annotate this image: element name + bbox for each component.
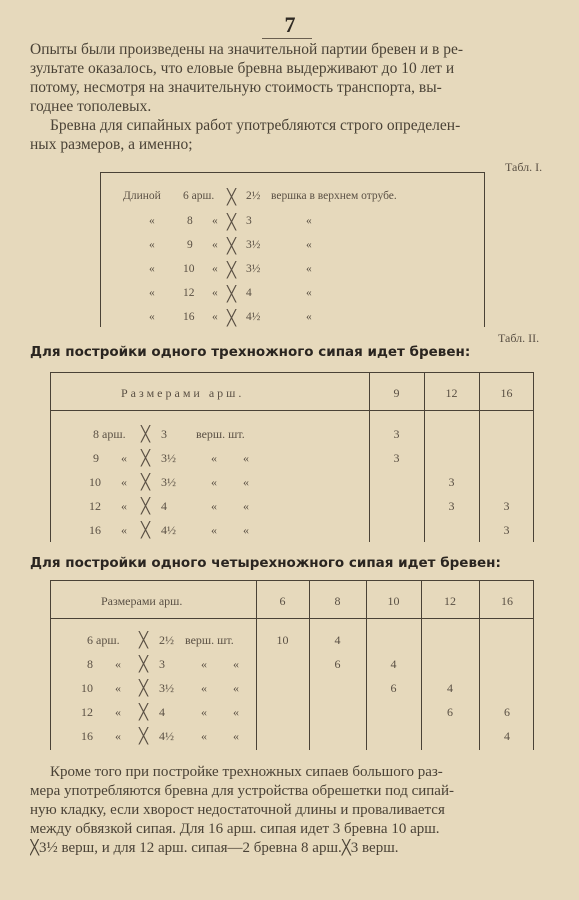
t2-count: 3: [393, 451, 400, 465]
t1-x: ╳: [227, 190, 237, 206]
intro-line: ных размеров, а именно;: [30, 136, 193, 153]
t3-count: 4: [334, 633, 341, 647]
t3-count: 6: [447, 705, 453, 719]
t3-ditto: «: [115, 657, 121, 671]
t1-x: ╳: [227, 287, 237, 303]
t3-count: 6: [334, 657, 341, 671]
t3-ditto: «: [201, 729, 207, 743]
t1-rest: «: [306, 311, 312, 323]
intro-line: Бревна для сипайных работ употребляются строго определен-: [50, 117, 461, 134]
t2-header-col: 12: [445, 386, 458, 400]
t1-lead: «: [149, 311, 155, 323]
t2-count: 3: [448, 475, 455, 489]
t2-ditto: «: [243, 499, 249, 513]
t1-lead: «: [149, 215, 155, 227]
t1-arsh: 8: [187, 215, 193, 227]
t3-header-col: 12: [444, 594, 456, 608]
t1-arsh: 16: [183, 311, 195, 323]
t3-header-col: 6: [279, 594, 286, 608]
t3-arsh: 12: [81, 705, 93, 719]
t1-rest: «: [306, 215, 312, 227]
t3-ditto: «: [115, 681, 121, 695]
t2-ditto: «: [211, 523, 217, 537]
t1-size: 3½: [246, 239, 261, 251]
outro-line: ную кладку, если хворост недостаточной длины и проваливается: [30, 802, 445, 818]
table1: [100, 172, 485, 327]
t1-arsh: 10: [183, 263, 195, 275]
t1-ditto: «: [212, 215, 218, 227]
t3-x: ╳: [139, 633, 149, 649]
t2-header-rule: [51, 410, 533, 411]
t2-ditto: «: [243, 451, 249, 465]
t2-header-col: 16: [500, 386, 513, 400]
t2-count: 3: [503, 499, 510, 513]
t1-ditto: «: [212, 311, 218, 323]
t3-ditto: «: [201, 657, 207, 671]
t3-header-rule: [51, 618, 533, 619]
t2-ditto: «: [121, 499, 127, 513]
t2-size: 4: [161, 499, 167, 513]
t3-x: ╳: [139, 681, 149, 697]
t1-x: ╳: [227, 215, 237, 231]
t2-ditto: «: [243, 475, 249, 489]
t3-header-sizes: Размерами арш.: [101, 594, 183, 608]
intro-line: зультате оказалось, что еловые бревна выдерживают до 10 лет и: [30, 60, 455, 77]
t3-arsh: 8: [87, 657, 93, 671]
outro-line: ╳3½ верш, и для 12 арш. сипая—2 бревна 8 арш.╳3 верш.: [30, 840, 399, 856]
t1-arsh: 6 арш.: [183, 190, 215, 202]
t3-arsh: 6 арш.: [87, 633, 120, 647]
t2-x: ╳: [141, 499, 151, 515]
t2-arsh: 12: [89, 499, 101, 513]
t2-header-col: 9: [393, 386, 400, 400]
outro-line: между обвязкой сипая. Для 16 арш. сипая идет 3 бревна 10 арш.: [30, 821, 440, 837]
table1-label: Табл. I.: [505, 160, 543, 174]
t2-arsh: 16: [89, 523, 101, 537]
t1-rest: «: [306, 287, 312, 299]
t3-header-col: 10: [387, 594, 400, 608]
t2-ditto: «: [121, 451, 127, 465]
t1-size: 3: [246, 215, 252, 227]
t1-rest: «: [306, 239, 312, 251]
t3-count: 6: [504, 705, 510, 719]
t3-unit: верш. шт.: [185, 633, 234, 647]
t1-arsh: 12: [183, 287, 195, 299]
t3-ditto: «: [115, 705, 121, 719]
t2-header-sizes: Размерами арш.: [121, 386, 245, 400]
t3-arsh: 16: [81, 729, 93, 743]
t1-lead: Длиной: [123, 190, 161, 202]
t2-count: 3: [393, 427, 400, 441]
table3: [50, 580, 534, 750]
t2-ditto: «: [121, 523, 127, 537]
t1-ditto: «: [212, 239, 218, 251]
intro-line: потому, несмотря на значительную стоимость транспорта, вы-: [30, 79, 442, 96]
t1-lead: «: [149, 239, 155, 251]
t1-size: 4: [246, 287, 252, 299]
t2-ditto: «: [211, 451, 217, 465]
t3-ditto: «: [233, 657, 239, 671]
outro-line: Кроме того при постройке трехножных сипаев большого раз-: [50, 764, 443, 780]
t2-arsh: 8 арш.: [93, 427, 126, 441]
t3-x: ╳: [139, 705, 149, 721]
t2-x: ╳: [141, 427, 151, 443]
intro-line: годнее тополевых.: [30, 98, 152, 115]
t2-ditto: «: [121, 475, 127, 489]
t2-size: 3: [161, 427, 167, 441]
t1-lead: «: [149, 287, 155, 299]
t3-ditto: «: [201, 681, 207, 695]
t3-size: 3: [159, 657, 165, 671]
t3-header-col: 8: [334, 594, 341, 608]
t1-size: 2½: [246, 190, 261, 202]
outro-paragraph: [30, 763, 570, 858]
t2-size: 3½: [161, 475, 176, 489]
intro-line: Опыты были произведены на значительной партии бревен и в ре-: [30, 41, 464, 58]
t2-count: 3: [448, 499, 455, 513]
t2-count: 3: [503, 523, 510, 537]
t3-count: 4: [504, 729, 510, 743]
t2-arsh: 10: [89, 475, 101, 489]
t2-ditto: «: [243, 523, 249, 537]
t1-size: 3½: [246, 263, 261, 275]
t3-ditto: «: [233, 705, 239, 719]
t3-count: 6: [390, 681, 397, 695]
t3-x: ╳: [139, 657, 149, 673]
t3-size: 2½: [159, 633, 174, 647]
t1-rest: «: [306, 263, 312, 275]
t3-ditto: «: [201, 705, 207, 719]
t3-arsh: 10: [81, 681, 93, 695]
t3-count: 10: [276, 633, 289, 647]
t3-ditto: «: [233, 681, 239, 695]
table2-heading: Для постройки одного трехножного сипая идет бревен:: [30, 344, 471, 360]
table2-label: Табл. II.: [498, 331, 540, 345]
t2-unit: верш. шт.: [196, 427, 245, 441]
t1-x: ╳: [227, 311, 237, 327]
t3-ditto: «: [233, 729, 239, 743]
t3-x: ╳: [139, 729, 149, 745]
page-number: 7: [284, 12, 296, 37]
t1-arsh: 9: [187, 239, 193, 251]
t2-ditto: «: [211, 499, 217, 513]
t2-arsh: 9: [93, 451, 99, 465]
t2-size: 3½: [161, 451, 176, 465]
t3-ditto: «: [115, 729, 121, 743]
t3-size: 3½: [159, 681, 174, 695]
t1-lead: «: [149, 263, 155, 275]
intro-paragraph: [30, 40, 570, 154]
t1-x: ╳: [227, 239, 237, 255]
t3-count: 4: [447, 681, 453, 695]
t2-ditto: «: [211, 475, 217, 489]
outro-line: мера употребляются бревна для устройства обрешетки под сипай-: [30, 783, 454, 799]
t2-x: ╳: [141, 523, 151, 539]
t2-x: ╳: [141, 475, 151, 491]
t1-x: ╳: [227, 263, 237, 279]
t3-size: 4½: [159, 729, 174, 743]
page-number-rule: [262, 38, 312, 39]
t1-ditto: «: [212, 287, 218, 299]
t3-count: 4: [390, 657, 397, 671]
t1-size: 4½: [246, 311, 261, 323]
t1-rest: вершка в верхнем отрубе.: [271, 190, 397, 202]
t2-size: 4½: [161, 523, 176, 537]
table2: [50, 372, 534, 542]
t2-x: ╳: [141, 451, 151, 467]
table3-heading: Для постройки одного четырехножного сипая идет бревен:: [30, 555, 501, 571]
t3-size: 4: [159, 705, 165, 719]
t1-ditto: «: [212, 263, 218, 275]
t3-header-col: 16: [501, 594, 513, 608]
